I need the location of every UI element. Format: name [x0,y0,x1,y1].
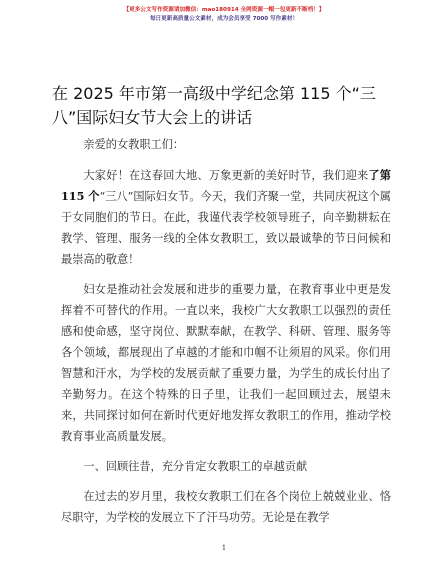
paragraph-greeting-part-b: “三八”国际妇女节。今天，我们齐聚一堂，共同庆祝这个属于女同胞们的节日。在此，我谨代表学校领导班子，向辛勤耕耘在教学、管理、服务一线的全体女教职工，致以最诚挚的节日问候和最崇高的敬意！ [61,190,391,266]
promo-banner [0,6,448,24]
paragraph-greeting [61,165,391,270]
document-body [61,134,391,528]
paragraph-women-role: 妇女是推动社会发展和进步的重要力量，在教育事业中更是发挥着不可替代的作用。一直以来，我校广大女教职工以强烈的责任感和使命感，坚守岗位、默默奉献，在教学、科研、管理、服务等各个领域，都展现出了卓越的才能和巾帼不让须眉的风采。你们用智慧和汗水，为学校的发展贡献了重要力量，为学生的成长付出了辛勤努力。在这个特殊的日子里，让我们一起回顾过去，展望未来，共同探讨如何在新时代更好地发挥女教职工的作用，推动学校教育事业高质量发展。 [61,283,391,443]
paragraph-greeting-bold: 了第 115 个 [61,168,391,203]
section-heading-1: 一、回顾往昔，充分肯定女教职工的卓越贡献 [83,460,308,473]
promo-banner-line-1: 【更多公文写作资源请加微信：mao180914 全网资源一帽一包更新不断档！】 [123,7,325,13]
promo-banner-line-2: 每日更新高质量公文素材，成为会员享受 7000 写作素材！ [149,16,299,22]
paragraph-past-contributions: 在过去的岁月里，我校女教职工们在各个岗位上兢兢业业、恪尽职守，为学校的发展立下了汗马功劳。无论是在教学 [61,490,391,524]
document-title: 在 2025 年市第一高级中学纪念第 115 个“三八”国际妇女节大会上的讲话 [52,84,376,127]
salutation: 亲爱的女教职工们： [83,138,185,151]
paragraph-greeting-part-a: 大家好！在这春回大地、万象更新的美好时节，我们迎来 [83,169,369,182]
page-number: 1 [221,544,227,552]
